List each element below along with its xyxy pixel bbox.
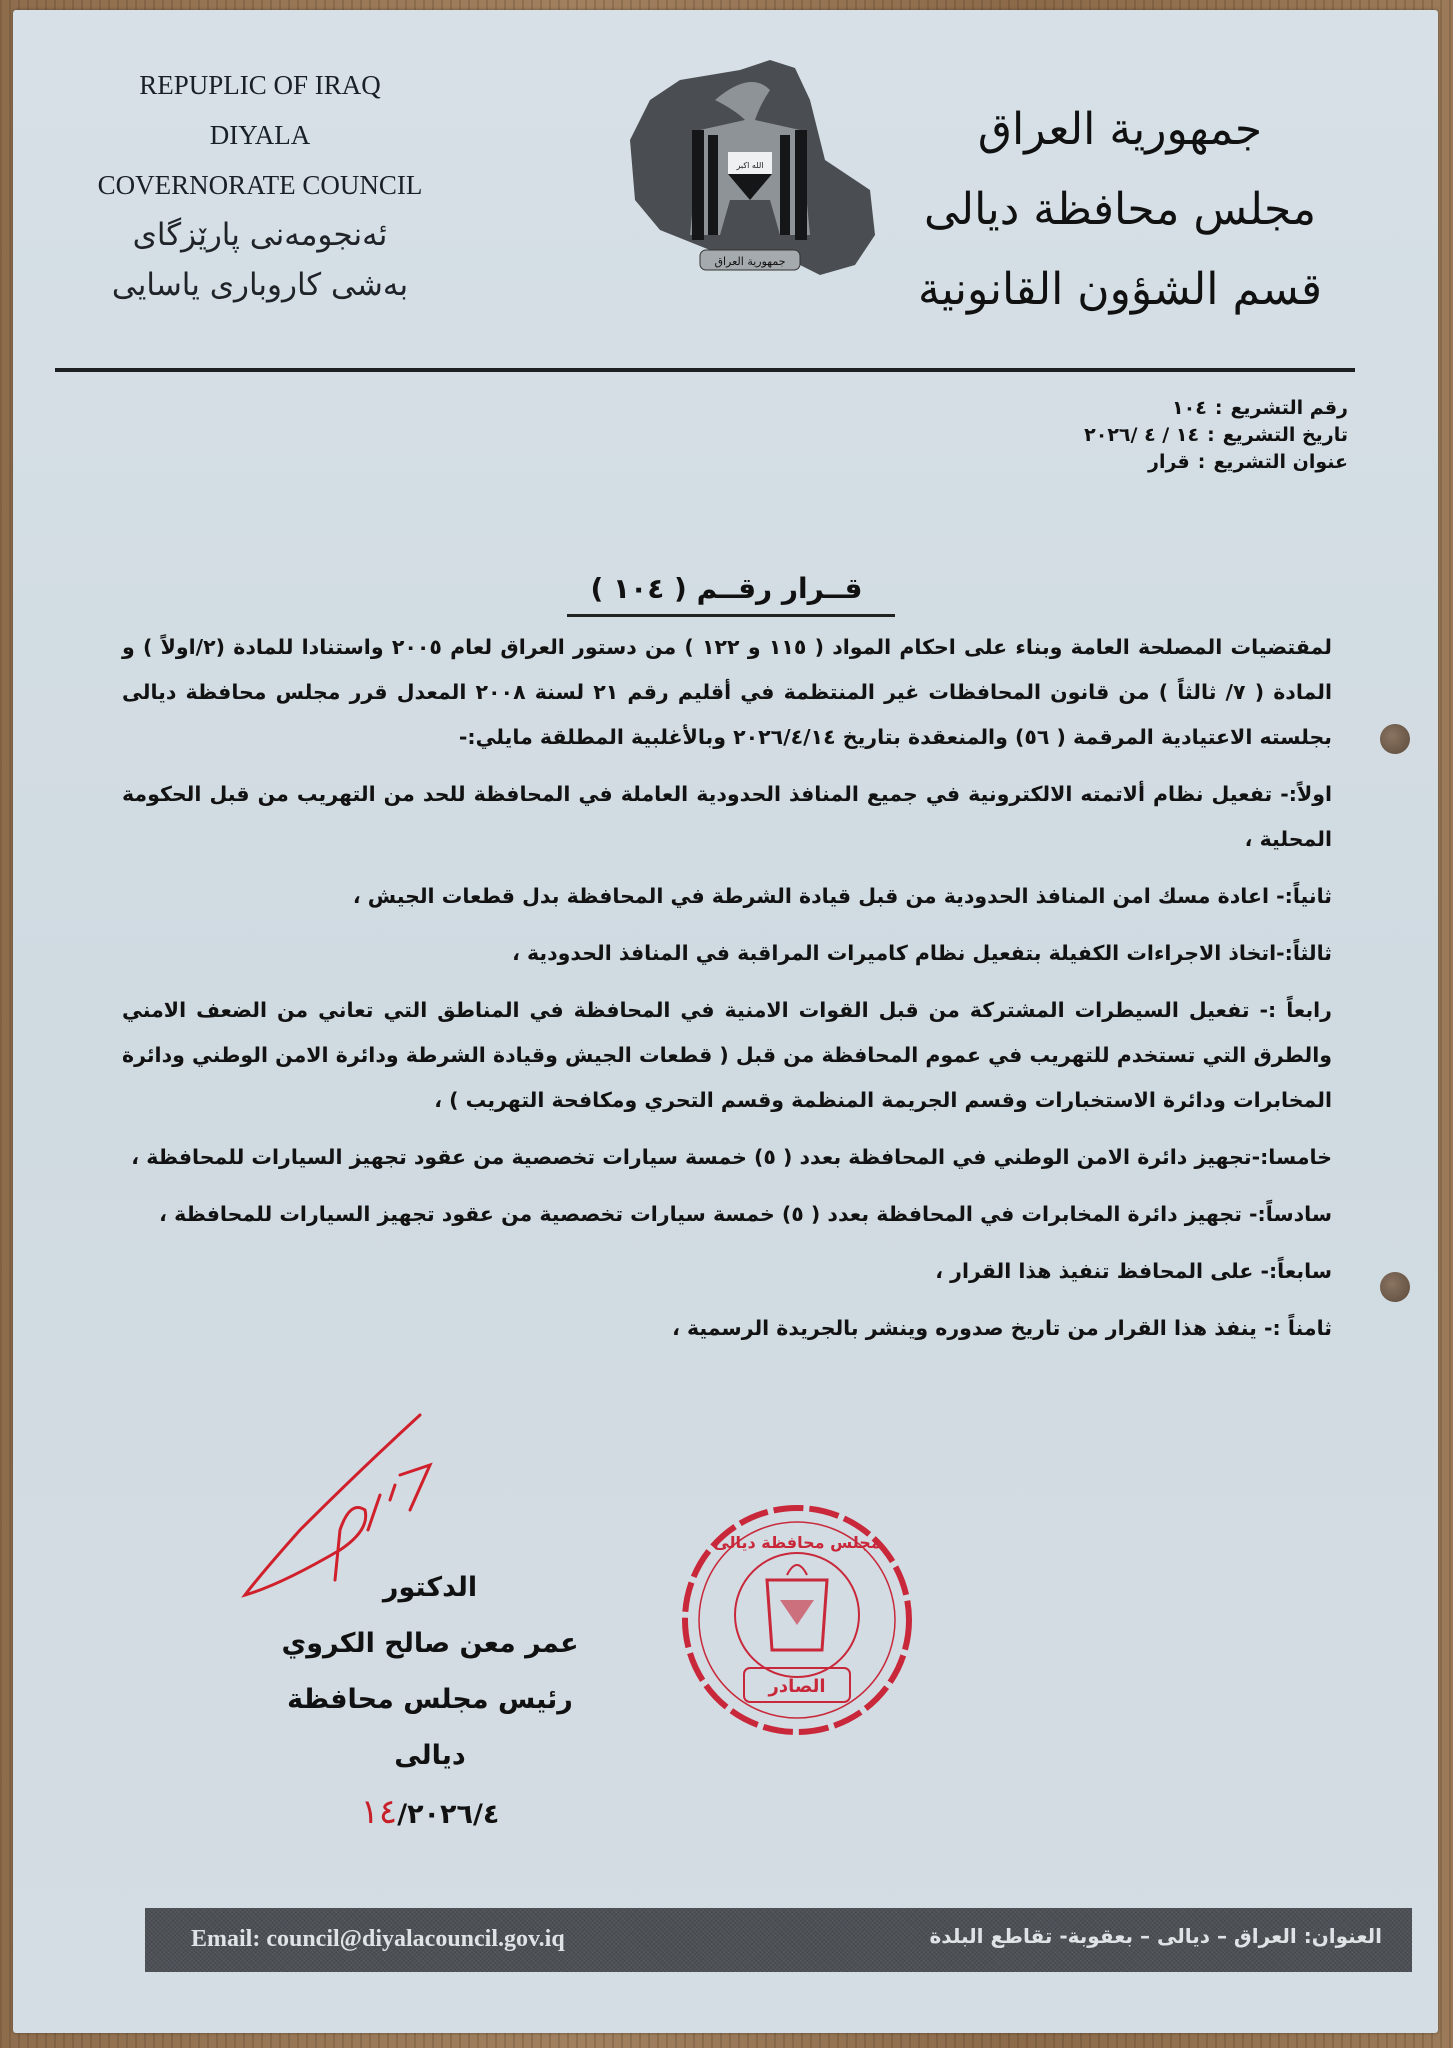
stamp-ring-text: مجلس محافظة ديالى: [713, 1533, 881, 1552]
clause-5: خامسا:-تجهيز دائرة الامن الوطني في المحافظة بعدد ( ٥) خمسة سيارات تخصصية من عقود تجهيز السيارات للمحافظة ،: [131, 1145, 1332, 1169]
signatory-position: رئيس مجلس محافظة ديالى: [287, 1684, 573, 1771]
clause-3: ثالثاً:-اتخاذ الاجراءات الكفيلة بتفعيل نظام كاميرات المراقبة في المنافذ الحدودية ،: [512, 941, 1332, 965]
meta-number-row: [1084, 395, 1348, 422]
letterhead-arabic-council: مجلس محافظة ديالى: [923, 184, 1317, 235]
stamp-label: الصادر: [768, 1676, 826, 1697]
meta-title-label: عنوان التشريع: [1213, 451, 1348, 473]
legislation-meta: [1084, 395, 1348, 476]
letterhead-country: REPUPLIC OF IRAQ: [139, 70, 381, 100]
meta-separator: :: [1197, 451, 1206, 473]
clause-6: سادساً:- تجهيز دائرة المخابرات في المحافظة بعدد ( ٥) خمسة سيارات تخصصية من عقود تجهيز السيارات للمحافظة ،: [159, 1202, 1332, 1226]
signature-date-printed: /٢٠٢٦/٤: [397, 1799, 500, 1830]
kurdish-letterhead: [80, 210, 440, 310]
footer-email: Email: council@diyalacouncil.gov.iq: [191, 1926, 565, 1952]
decision-title-underline: [567, 614, 895, 617]
signatory-name: عمر معن صالح الكروي: [281, 1628, 579, 1659]
letterhead-arabic-country: جمهورية العراق: [977, 104, 1263, 155]
meta-separator: :: [1207, 424, 1215, 446]
meta-date-value: ١٤ / ٤ /٢٠٢٦: [1084, 424, 1200, 446]
punch-hole: [1380, 724, 1410, 754]
emblem-banner: جمهورية العراق: [714, 255, 786, 268]
decision-body: [122, 625, 1332, 1351]
arabic-letterhead: [900, 90, 1340, 330]
signature-date: [250, 1784, 610, 1843]
meta-title-value: قرار: [1148, 451, 1190, 473]
clause-4: رابعاً :- تفعيل السيطرات المشتركة من قبل القوات الامنية في المحافظة في المناطق التي تعاني من الضعف الامني والطرق التي تستخدم للتهريب في عموم المحافظة من قبل ( قطعات الجيش وقيادة الشرطة ودائرة الامن الوطني ودائرة المخابرات ودائرة الاستخبارات وقسم الجريمة المنظمة وقسم التحري ومكافحة التهريب ) ،: [122, 998, 1332, 1112]
signatory-title: الدكتور: [382, 1572, 478, 1603]
emblem-inscription: الله اكبر: [736, 161, 764, 170]
meta-date-label: تاريخ التشريع: [1222, 424, 1348, 446]
decision-title: قــرار رقــم ( ١٠٤ ): [590, 572, 863, 605]
preamble: لمقتضيات المصلحة العامة وبناء على احكام المواد ( ١١٥ و ١٢٢ ) من دستور العراق لعام ٢٠٠٥ واستنادا للمادة (٢/اولاً ) و المادة ( ٧/ ثالثاً ) من قانون المحافظات غير المنتظمة في أقليم رقم ٢١ لسنة ٢٠٠٨ المعدل قرر مجلس محافظة ديالى بجلسته الاعتيادية المرقمة ( ٥٦) والمنعقدة بتاريخ ٢٠٢٦/٤/١٤ وبالأغلبية المطلقة مايلي:-: [122, 635, 1332, 749]
clause-1: اولاً:- تفعيل نظام ألاتمته الالكترونية في جميع المنافذ الحدودية العاملة في المحافظة للحد من التهريب من قبل الحكومة المحلية ،: [122, 782, 1332, 851]
letterhead-province: DIYALA: [209, 120, 311, 150]
signature-date-day: ١٤: [360, 1792, 398, 1832]
meta-title-row: [1084, 449, 1348, 476]
meta-date-row: [1084, 422, 1348, 449]
clause-2: ثانياً:- اعادة مسك امن المنافذ الحدودية من قبل قيادة الشرطة في المحافظة بدل قطعات الجيش ،: [352, 884, 1332, 908]
footer-address: العنوان: العراق – ديالى – بعقوبة- تقاطع البلدة: [929, 1924, 1382, 1948]
header-divider: [55, 368, 1355, 372]
meta-number-label: رقم التشريع: [1230, 397, 1348, 419]
letterhead-arabic-department: قسم الشؤون القانونية: [917, 264, 1323, 315]
meta-separator: :: [1214, 397, 1223, 419]
letterhead-kurdish-department: بەشی کاروباری یاسایی: [111, 267, 409, 303]
official-stamp: [672, 1500, 922, 1740]
letterhead-kurdish-council: ئەنجومەنی پارێزگای: [132, 217, 388, 253]
english-letterhead: [60, 60, 460, 210]
meta-number-value: ١٠٤: [1172, 397, 1207, 419]
signatory-block: [250, 1560, 610, 1843]
footer-bar: [145, 1908, 1412, 1972]
clause-8: ثامناً :- ينفذ هذا القرار من تاريخ صدوره وينشر بالجريدة الرسمية ،: [672, 1316, 1332, 1340]
iraq-eagle-emblem-icon: [620, 60, 880, 300]
clause-7: سابعاً:- على المحافظ تنفيذ هذا القرار ،: [935, 1259, 1332, 1283]
punch-hole: [1380, 1272, 1410, 1302]
letterhead-council: COVERNORATE COUNCIL: [97, 170, 423, 200]
